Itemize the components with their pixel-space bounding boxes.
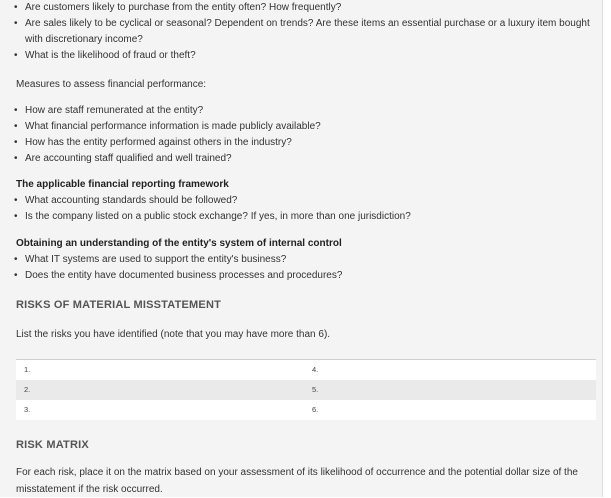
top-bullet-list: [0, 0, 600, 32]
risk-matrix-heading: RISK MATRIX: [16, 439, 89, 451]
list-item: • Does the entity have documented business processes and procedures?: [0, 268, 600, 284]
list-item: • Are sales likely to be cyclical or seasonal? Dependent on trends? Are these items an essential purchase or a luxury item bought: [0, 16, 600, 32]
risks-heading: RISKS OF MATERIAL MISSTATEMENT: [16, 299, 222, 311]
table-row: [16, 380, 596, 400]
risks-instruction: List the risks you have identified (note that you may have more than 6).: [16, 329, 331, 340]
list-item: • What IT systems are used to support the entity's business?: [0, 252, 600, 268]
list-item: • What accounting standards should be followed?: [0, 193, 600, 209]
internal-control-list: [0, 252, 600, 284]
top-bullet-list-cont: [0, 48, 600, 64]
table-row: [16, 360, 596, 380]
list-item: • Is the company listed on a public stock exchange? If yes, in more than one jurisdiction?: [0, 209, 600, 225]
list-item: • Are customers likely to purchase from the entity often? How frequently?: [0, 0, 600, 16]
scrollbar-track[interactable]: [603, 0, 611, 497]
list-item-continuation: with discretionary income?: [25, 34, 143, 45]
risk-cell-3[interactable]: 3.: [24, 405, 31, 414]
risk-list-table: [16, 359, 596, 420]
list-item: • What is the likelihood of fraud or theft?: [0, 48, 600, 64]
financial-performance-intro: Measures to assess financial performance:: [16, 79, 207, 90]
reporting-framework-list: [0, 193, 600, 225]
risk-cell-4[interactable]: 4.: [312, 365, 319, 374]
table-row: [16, 400, 596, 420]
list-item: • What financial performance information is made publicly available?: [0, 119, 600, 135]
risk-cell-2[interactable]: 2.: [24, 385, 31, 394]
reporting-framework-heading: The applicable financial reporting framework: [16, 179, 229, 190]
internal-control-heading: Obtaining an understanding of the entity's system of internal control: [16, 238, 342, 249]
list-item: • How are staff remunerated at the entity?: [0, 103, 600, 119]
risk-cell-6[interactable]: 6.: [312, 405, 319, 414]
financial-performance-list: [0, 103, 600, 167]
list-item: • How has the entity performed against others in the industry?: [0, 135, 600, 151]
risk-matrix-instruction-2: misstatement if the risk occurred.: [16, 484, 163, 495]
risk-matrix-instruction-1: For each risk, place it on the matrix based on your assessment of its likelihood of occurrence and the potential dollar size of the: [16, 467, 578, 478]
list-item: • Are accounting staff qualified and well trained?: [0, 151, 600, 167]
risk-cell-5[interactable]: 5.: [312, 385, 319, 394]
risk-cell-1[interactable]: 1.: [24, 365, 31, 374]
